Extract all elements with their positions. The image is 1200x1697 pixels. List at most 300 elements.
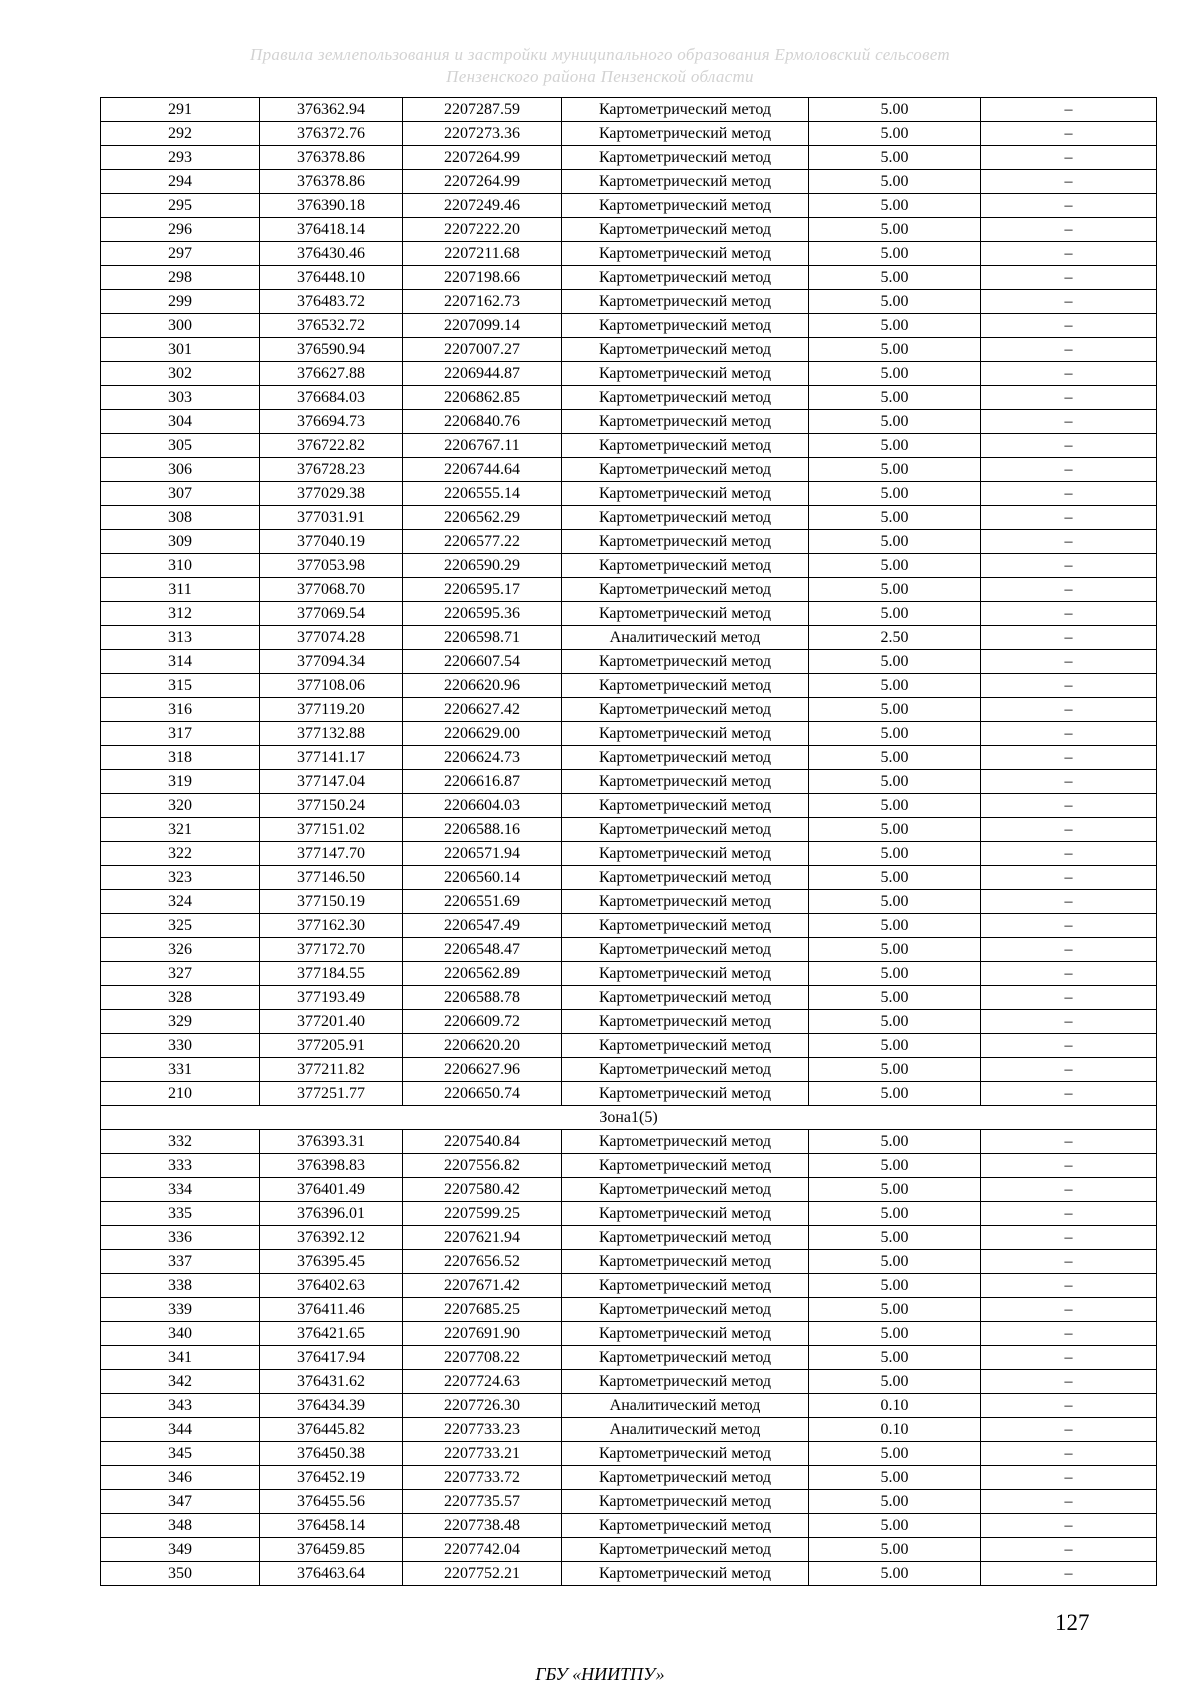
y-coordinate-cell: 2207287.59	[403, 98, 562, 122]
table-row	[101, 170, 1157, 194]
point-number-cell: 328	[101, 986, 260, 1010]
table-row	[101, 890, 1157, 914]
description-cell: –	[981, 386, 1157, 410]
point-number-cell: 323	[101, 866, 260, 890]
x-coordinate-cell: 376393.31	[260, 1130, 403, 1154]
x-coordinate-cell: 377146.50	[260, 866, 403, 890]
error-cell: 5.00	[809, 410, 981, 434]
y-coordinate-cell: 2206560.14	[403, 866, 562, 890]
description-cell: –	[981, 218, 1157, 242]
x-coordinate-cell: 376402.63	[260, 1274, 403, 1298]
table-row	[101, 1298, 1157, 1322]
point-number-cell: 316	[101, 698, 260, 722]
error-cell: 5.00	[809, 1034, 981, 1058]
y-coordinate-cell: 2207735.57	[403, 1490, 562, 1514]
method-cell: Картометрический метод	[562, 338, 809, 362]
error-cell: 5.00	[809, 1322, 981, 1346]
method-cell: Картометрический метод	[562, 362, 809, 386]
method-cell: Картометрический метод	[562, 98, 809, 122]
error-cell: 5.00	[809, 170, 981, 194]
page-number: 127	[1055, 1610, 1090, 1635]
point-number-cell: 306	[101, 458, 260, 482]
description-cell: –	[981, 914, 1157, 938]
point-number-cell: 326	[101, 938, 260, 962]
x-coordinate-cell: 377069.54	[260, 602, 403, 626]
y-coordinate-cell: 2207599.25	[403, 1202, 562, 1226]
method-cell: Картометрический метод	[562, 1010, 809, 1034]
x-coordinate-cell: 377068.70	[260, 578, 403, 602]
table-row	[101, 410, 1157, 434]
error-cell: 5.00	[809, 746, 981, 770]
point-number-cell: 319	[101, 770, 260, 794]
table-row	[101, 242, 1157, 266]
method-cell: Картометрический метод	[562, 410, 809, 434]
y-coordinate-cell: 2206577.22	[403, 530, 562, 554]
y-coordinate-cell: 2206607.54	[403, 650, 562, 674]
table-row	[101, 938, 1157, 962]
error-cell: 5.00	[809, 1466, 981, 1490]
method-cell: Картометрический метод	[562, 1538, 809, 1562]
description-cell: –	[981, 530, 1157, 554]
table-row	[101, 602, 1157, 626]
description-cell: –	[981, 986, 1157, 1010]
x-coordinate-cell: 377141.17	[260, 746, 403, 770]
error-cell: 5.00	[809, 1154, 981, 1178]
y-coordinate-cell: 2207162.73	[403, 290, 562, 314]
y-coordinate-cell: 2207671.42	[403, 1274, 562, 1298]
x-coordinate-cell: 377151.02	[260, 818, 403, 842]
x-coordinate-cell: 377094.34	[260, 650, 403, 674]
error-cell: 5.00	[809, 650, 981, 674]
table-row	[101, 1490, 1157, 1514]
error-cell: 5.00	[809, 242, 981, 266]
x-coordinate-cell: 377053.98	[260, 554, 403, 578]
point-number-cell: 298	[101, 266, 260, 290]
x-coordinate-cell: 377119.20	[260, 698, 403, 722]
x-coordinate-cell: 376417.94	[260, 1346, 403, 1370]
error-cell: 5.00	[809, 194, 981, 218]
y-coordinate-cell: 2206620.20	[403, 1034, 562, 1058]
error-cell: 5.00	[809, 290, 981, 314]
point-number-cell: 322	[101, 842, 260, 866]
description-cell: –	[981, 434, 1157, 458]
y-coordinate-cell: 2207540.84	[403, 1130, 562, 1154]
y-coordinate-cell: 2207738.48	[403, 1514, 562, 1538]
x-coordinate-cell: 376418.14	[260, 218, 403, 242]
table-row	[101, 1418, 1157, 1442]
method-cell: Картометрический метод	[562, 482, 809, 506]
x-coordinate-cell: 377029.38	[260, 482, 403, 506]
table-row	[101, 146, 1157, 170]
method-cell: Картометрический метод	[562, 170, 809, 194]
method-cell: Картометрический метод	[562, 194, 809, 218]
error-cell: 5.00	[809, 1202, 981, 1226]
error-cell: 5.00	[809, 1250, 981, 1274]
error-cell: 5.00	[809, 1058, 981, 1082]
x-coordinate-cell: 376590.94	[260, 338, 403, 362]
table-row	[101, 1442, 1157, 1466]
x-coordinate-cell: 376421.65	[260, 1322, 403, 1346]
y-coordinate-cell: 2207580.42	[403, 1178, 562, 1202]
description-cell: –	[981, 194, 1157, 218]
x-coordinate-cell: 376378.86	[260, 170, 403, 194]
table-row	[101, 314, 1157, 338]
x-coordinate-cell: 376459.85	[260, 1538, 403, 1562]
method-cell: Картометрический метод	[562, 1514, 809, 1538]
x-coordinate-cell: 376431.62	[260, 1370, 403, 1394]
description-cell: –	[981, 290, 1157, 314]
table-row	[101, 1562, 1157, 1586]
x-coordinate-cell: 376445.82	[260, 1418, 403, 1442]
point-number-cell: 311	[101, 578, 260, 602]
y-coordinate-cell: 2206650.74	[403, 1082, 562, 1106]
y-coordinate-cell: 2207249.46	[403, 194, 562, 218]
point-number-cell: 340	[101, 1322, 260, 1346]
x-coordinate-cell: 377147.70	[260, 842, 403, 866]
error-cell: 5.00	[809, 122, 981, 146]
method-cell: Картометрический метод	[562, 218, 809, 242]
method-cell: Картометрический метод	[562, 962, 809, 986]
description-cell: –	[981, 938, 1157, 962]
method-cell: Картометрический метод	[562, 1178, 809, 1202]
table-row	[101, 506, 1157, 530]
method-cell: Картометрический метод	[562, 266, 809, 290]
method-cell: Картометрический метод	[562, 1250, 809, 1274]
method-cell: Картометрический метод	[562, 986, 809, 1010]
table-row	[101, 746, 1157, 770]
x-coordinate-cell: 377162.30	[260, 914, 403, 938]
description-cell: –	[981, 1562, 1157, 1586]
y-coordinate-cell: 2206555.14	[403, 482, 562, 506]
method-cell: Картометрический метод	[562, 578, 809, 602]
error-cell: 5.00	[809, 1130, 981, 1154]
method-cell: Картометрический метод	[562, 602, 809, 626]
point-number-cell: 318	[101, 746, 260, 770]
point-number-cell: 346	[101, 1466, 260, 1490]
method-cell: Картометрический метод	[562, 1370, 809, 1394]
x-coordinate-cell: 376448.10	[260, 266, 403, 290]
point-number-cell: 333	[101, 1154, 260, 1178]
error-cell: 2.50	[809, 626, 981, 650]
description-cell: –	[981, 242, 1157, 266]
method-cell: Картометрический метод	[562, 890, 809, 914]
point-number-cell: 310	[101, 554, 260, 578]
point-number-cell: 304	[101, 410, 260, 434]
y-coordinate-cell: 2207007.27	[403, 338, 562, 362]
x-coordinate-cell: 376450.38	[260, 1442, 403, 1466]
y-coordinate-cell: 2206562.29	[403, 506, 562, 530]
point-number-cell: 314	[101, 650, 260, 674]
x-coordinate-cell: 376452.19	[260, 1466, 403, 1490]
y-coordinate-cell: 2207222.20	[403, 218, 562, 242]
error-cell: 5.00	[809, 386, 981, 410]
point-number-cell: 332	[101, 1130, 260, 1154]
y-coordinate-cell: 2206595.36	[403, 602, 562, 626]
description-cell: –	[981, 578, 1157, 602]
method-cell: Аналитический метод	[562, 1418, 809, 1442]
description-cell: –	[981, 1226, 1157, 1250]
point-number-cell: 301	[101, 338, 260, 362]
description-cell: –	[981, 1346, 1157, 1370]
y-coordinate-cell: 2206629.00	[403, 722, 562, 746]
point-number-cell: 291	[101, 98, 260, 122]
x-coordinate-cell: 377132.88	[260, 722, 403, 746]
method-cell: Картометрический метод	[562, 938, 809, 962]
method-cell: Картометрический метод	[562, 458, 809, 482]
description-cell: –	[981, 122, 1157, 146]
x-coordinate-cell: 376401.49	[260, 1178, 403, 1202]
table-row	[101, 962, 1157, 986]
method-cell: Картометрический метод	[562, 1490, 809, 1514]
point-number-cell: 334	[101, 1178, 260, 1202]
table-row	[101, 434, 1157, 458]
method-cell: Картометрический метод	[562, 434, 809, 458]
table-row	[101, 698, 1157, 722]
x-coordinate-cell: 376392.12	[260, 1226, 403, 1250]
method-cell: Картометрический метод	[562, 1034, 809, 1058]
error-cell: 5.00	[809, 218, 981, 242]
y-coordinate-cell: 2206944.87	[403, 362, 562, 386]
description-cell: –	[981, 506, 1157, 530]
x-coordinate-cell: 377040.19	[260, 530, 403, 554]
point-number-cell: 327	[101, 962, 260, 986]
table-row	[101, 986, 1157, 1010]
point-number-cell: 313	[101, 626, 260, 650]
x-coordinate-cell: 376396.01	[260, 1202, 403, 1226]
method-cell: Картометрический метод	[562, 866, 809, 890]
point-number-cell: 292	[101, 122, 260, 146]
error-cell: 5.00	[809, 674, 981, 698]
point-number-cell: 337	[101, 1250, 260, 1274]
x-coordinate-cell: 376722.82	[260, 434, 403, 458]
table-row	[101, 722, 1157, 746]
description-cell: –	[981, 1034, 1157, 1058]
x-coordinate-cell: 377184.55	[260, 962, 403, 986]
error-cell: 5.00	[809, 530, 981, 554]
y-coordinate-cell: 2207556.82	[403, 1154, 562, 1178]
y-coordinate-cell: 2206604.03	[403, 794, 562, 818]
method-cell: Картометрический метод	[562, 1442, 809, 1466]
header-line-2: Пензенского района Пензенской области	[446, 67, 754, 86]
description-cell: –	[981, 554, 1157, 578]
x-coordinate-cell: 376627.88	[260, 362, 403, 386]
y-coordinate-cell: 2207691.90	[403, 1322, 562, 1346]
method-cell: Аналитический метод	[562, 626, 809, 650]
y-coordinate-cell: 2207656.52	[403, 1250, 562, 1274]
y-coordinate-cell: 2206627.42	[403, 698, 562, 722]
table-row	[101, 626, 1157, 650]
point-number-cell: 315	[101, 674, 260, 698]
point-number-cell: 210	[101, 1082, 260, 1106]
point-number-cell: 296	[101, 218, 260, 242]
y-coordinate-cell: 2207273.36	[403, 122, 562, 146]
method-cell: Картометрический метод	[562, 1202, 809, 1226]
error-cell: 5.00	[809, 962, 981, 986]
description-cell: –	[981, 1010, 1157, 1034]
table-row	[101, 1082, 1157, 1106]
point-number-cell: 347	[101, 1490, 260, 1514]
table-row	[101, 1058, 1157, 1082]
y-coordinate-cell: 2207198.66	[403, 266, 562, 290]
method-cell: Картометрический метод	[562, 1322, 809, 1346]
error-cell: 5.00	[809, 482, 981, 506]
point-number-cell: 343	[101, 1394, 260, 1418]
method-cell: Картометрический метод	[562, 506, 809, 530]
point-number-cell: 341	[101, 1346, 260, 1370]
point-number-cell: 320	[101, 794, 260, 818]
table-row	[101, 1130, 1157, 1154]
table-row	[101, 578, 1157, 602]
description-cell: –	[981, 962, 1157, 986]
error-cell: 5.00	[809, 578, 981, 602]
error-cell: 5.00	[809, 1226, 981, 1250]
point-number-cell: 295	[101, 194, 260, 218]
method-cell: Картометрический метод	[562, 1058, 809, 1082]
table-row	[101, 458, 1157, 482]
method-cell: Картометрический метод	[562, 1226, 809, 1250]
description-cell: –	[981, 1274, 1157, 1298]
y-coordinate-cell: 2206590.29	[403, 554, 562, 578]
description-cell: –	[981, 458, 1157, 482]
description-cell: –	[981, 482, 1157, 506]
method-cell: Картометрический метод	[562, 794, 809, 818]
error-cell: 5.00	[809, 1442, 981, 1466]
description-cell: –	[981, 602, 1157, 626]
error-cell: 5.00	[809, 698, 981, 722]
point-number-cell: 345	[101, 1442, 260, 1466]
table-row	[101, 1514, 1157, 1538]
method-cell: Картометрический метод	[562, 698, 809, 722]
description-cell: –	[981, 746, 1157, 770]
y-coordinate-cell: 2207211.68	[403, 242, 562, 266]
x-coordinate-cell: 376684.03	[260, 386, 403, 410]
y-coordinate-cell: 2207264.99	[403, 146, 562, 170]
table-row	[101, 290, 1157, 314]
point-number-cell: 293	[101, 146, 260, 170]
error-cell: 5.00	[809, 986, 981, 1010]
x-coordinate-cell: 376463.64	[260, 1562, 403, 1586]
method-cell: Картометрический метод	[562, 1130, 809, 1154]
method-cell: Картометрический метод	[562, 1298, 809, 1322]
point-number-cell: 350	[101, 1562, 260, 1586]
point-number-cell: 317	[101, 722, 260, 746]
x-coordinate-cell: 377172.70	[260, 938, 403, 962]
error-cell: 5.00	[809, 1370, 981, 1394]
method-cell: Картометрический метод	[562, 1346, 809, 1370]
error-cell: 5.00	[809, 1010, 981, 1034]
point-number-cell: 336	[101, 1226, 260, 1250]
description-cell: –	[981, 1250, 1157, 1274]
table-row	[101, 1322, 1157, 1346]
y-coordinate-cell: 2207742.04	[403, 1538, 562, 1562]
method-cell: Картометрический метод	[562, 530, 809, 554]
description-cell: –	[981, 866, 1157, 890]
point-number-cell: 349	[101, 1538, 260, 1562]
error-cell: 5.00	[809, 314, 981, 338]
y-coordinate-cell: 2207733.23	[403, 1418, 562, 1442]
x-coordinate-cell: 377201.40	[260, 1010, 403, 1034]
table-row	[101, 650, 1157, 674]
x-coordinate-cell: 376434.39	[260, 1394, 403, 1418]
point-number-cell: 307	[101, 482, 260, 506]
method-cell: Картометрический метод	[562, 386, 809, 410]
method-cell: Картометрический метод	[562, 146, 809, 170]
y-coordinate-cell: 2206562.89	[403, 962, 562, 986]
point-number-cell: 330	[101, 1034, 260, 1058]
y-coordinate-cell: 2207708.22	[403, 1346, 562, 1370]
y-coordinate-cell: 2206840.76	[403, 410, 562, 434]
x-coordinate-cell: 376455.56	[260, 1490, 403, 1514]
method-cell: Картометрический метод	[562, 554, 809, 578]
description-cell: –	[981, 722, 1157, 746]
description-cell: –	[981, 1442, 1157, 1466]
point-number-cell: 294	[101, 170, 260, 194]
zone-row	[101, 1106, 1157, 1130]
description-cell: –	[981, 1178, 1157, 1202]
error-cell: 5.00	[809, 914, 981, 938]
description-cell: –	[981, 890, 1157, 914]
x-coordinate-cell: 376430.46	[260, 242, 403, 266]
method-cell: Картометрический метод	[562, 770, 809, 794]
y-coordinate-cell: 2206588.78	[403, 986, 562, 1010]
y-coordinate-cell: 2206548.47	[403, 938, 562, 962]
point-number-cell: 321	[101, 818, 260, 842]
error-cell: 5.00	[809, 1178, 981, 1202]
table-row	[101, 1346, 1157, 1370]
error-cell: 5.00	[809, 722, 981, 746]
zone-label: Зона1(5)	[101, 1106, 1157, 1130]
description-cell: –	[981, 650, 1157, 674]
description-cell: –	[981, 1082, 1157, 1106]
description-cell: –	[981, 1418, 1157, 1442]
error-cell: 5.00	[809, 1562, 981, 1586]
description-cell: –	[981, 314, 1157, 338]
point-number-cell: 297	[101, 242, 260, 266]
method-cell: Картометрический метод	[562, 674, 809, 698]
description-cell: –	[981, 146, 1157, 170]
y-coordinate-cell: 2206744.64	[403, 458, 562, 482]
description-cell: –	[981, 98, 1157, 122]
table-row	[101, 1178, 1157, 1202]
page-header	[0, 44, 1200, 88]
y-coordinate-cell: 2206598.71	[403, 626, 562, 650]
description-cell: –	[981, 1370, 1157, 1394]
error-cell: 5.00	[809, 506, 981, 530]
description-cell: –	[981, 338, 1157, 362]
error-cell: 5.00	[809, 98, 981, 122]
method-cell: Картометрический метод	[562, 1082, 809, 1106]
x-coordinate-cell: 376395.45	[260, 1250, 403, 1274]
table-row	[101, 1274, 1157, 1298]
description-cell: –	[981, 266, 1157, 290]
error-cell: 5.00	[809, 434, 981, 458]
y-coordinate-cell: 2207685.25	[403, 1298, 562, 1322]
y-coordinate-cell: 2206595.17	[403, 578, 562, 602]
table-row	[101, 266, 1157, 290]
table-row	[101, 362, 1157, 386]
description-cell: –	[981, 626, 1157, 650]
description-cell: –	[981, 1490, 1157, 1514]
error-cell: 5.00	[809, 602, 981, 626]
coordinates-table	[100, 97, 1157, 1586]
table-row	[101, 1466, 1157, 1490]
description-cell: –	[981, 842, 1157, 866]
description-cell: –	[981, 674, 1157, 698]
error-cell: 5.00	[809, 818, 981, 842]
error-cell: 5.00	[809, 458, 981, 482]
description-cell: –	[981, 818, 1157, 842]
error-cell: 5.00	[809, 938, 981, 962]
